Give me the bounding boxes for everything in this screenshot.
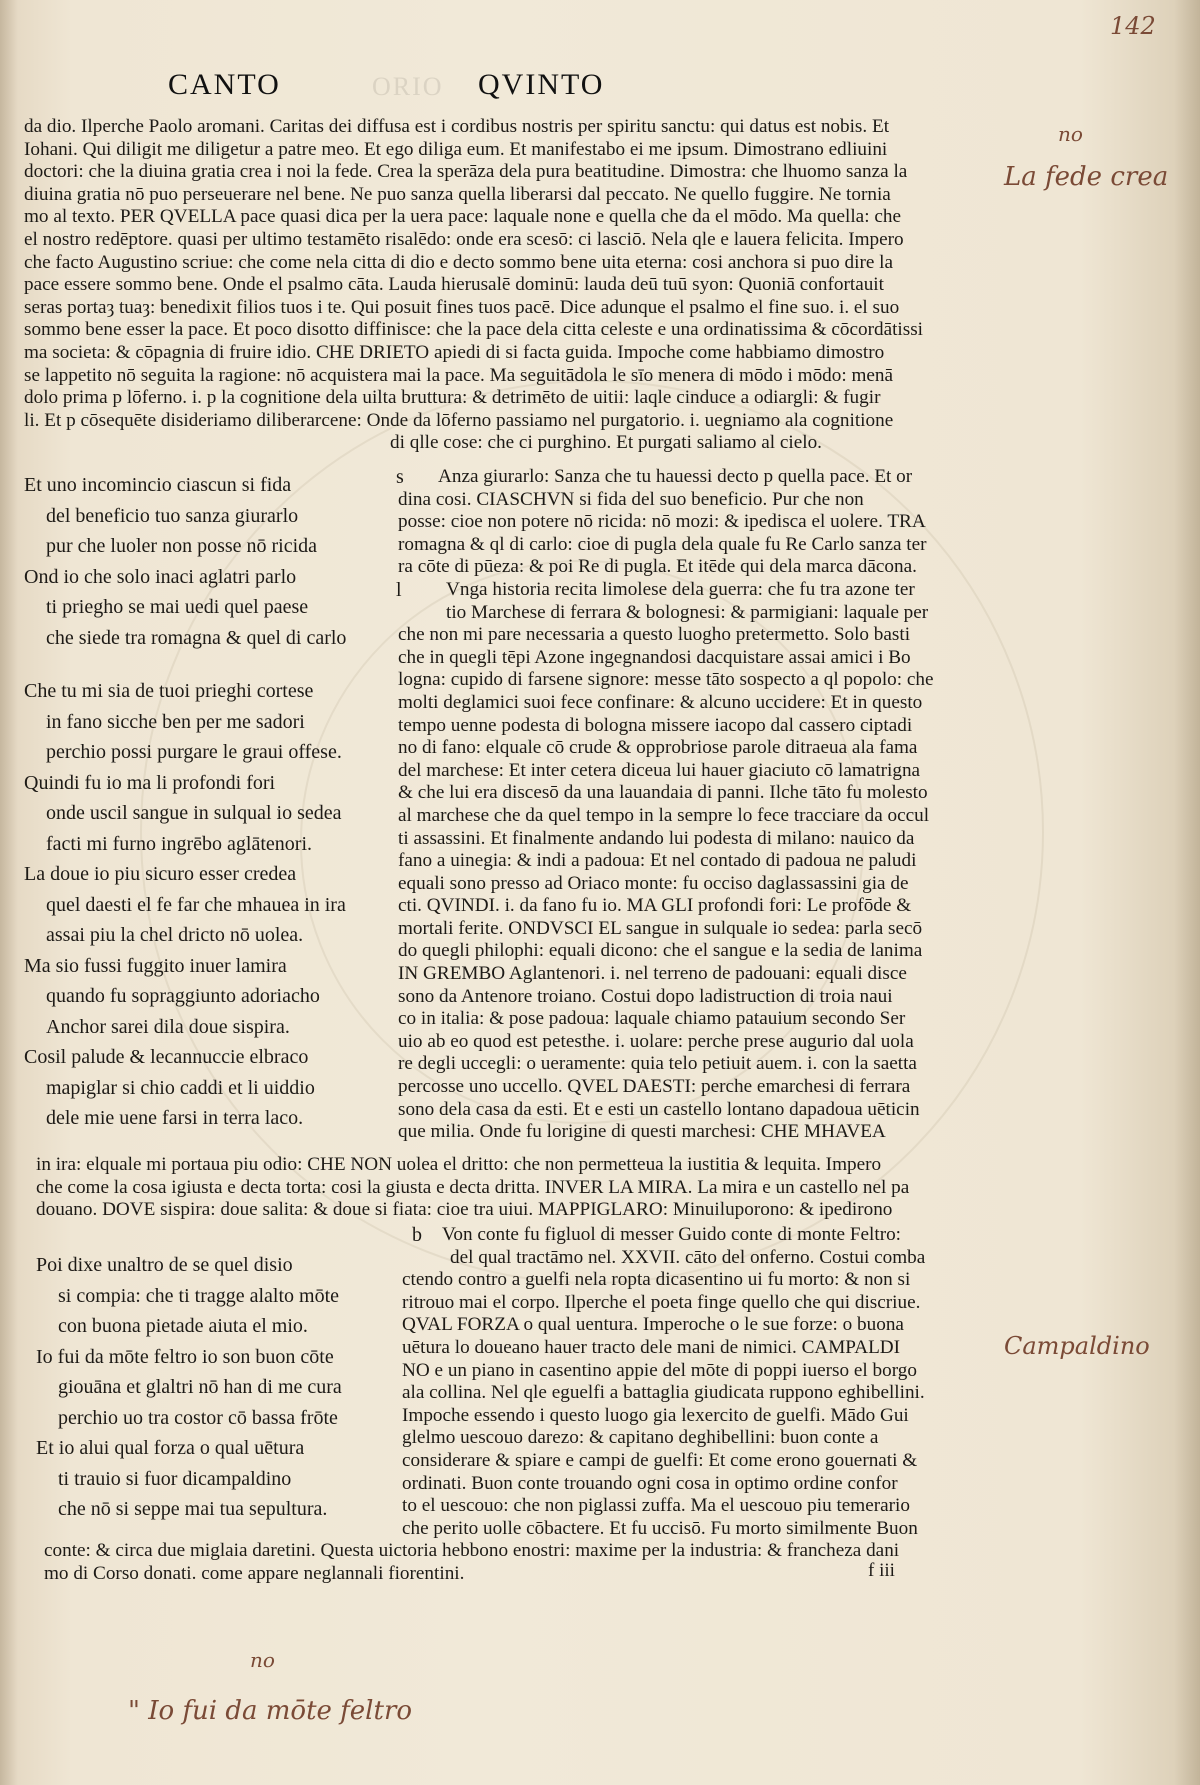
running-head-quinto: QVINTO bbox=[478, 68, 605, 101]
verse-line: con buona pietade aiuta el mio. bbox=[58, 1315, 308, 1337]
marginal-note-no: no bbox=[250, 1648, 275, 1672]
commentary-line: mo al texto. PER QVELLA pace quasi dica per la uera pace: laquale none e quella che da el mōdo. Ma quella: che bbox=[24, 206, 901, 228]
commentary-line: dolo prima p lōferno. i. p la cognitione dela uilta bruttura: & detrimēto de uitii: laqle cinduce a odiargli: & fugir bbox=[24, 387, 881, 409]
verse-line: La doue io piu sicuro esser credea bbox=[24, 863, 297, 885]
commentary-top bbox=[24, 116, 1000, 455]
commentary-line: co in italia: & pose padoua: laquale chiamo patauium secondo Ser bbox=[398, 1008, 906, 1030]
commentary-line: sommo bene esser la pace. Et poco disotto diffinisce: che la pace dela citta celeste e una ordinatissima & cōcordātissi bbox=[24, 319, 924, 341]
marginal-note: Campaldino bbox=[1004, 1332, 1150, 1360]
verse-line: quel daesti el fe far che mhauea in ira bbox=[46, 893, 346, 916]
verse-line: pur che luoler non posse nō ricida bbox=[46, 535, 318, 557]
commentary-line: tempo uenne podesta di bologna missere iacopo dal cassero ciptadi bbox=[398, 714, 913, 736]
verse-line: Et uno incomincio ciascun si fida bbox=[24, 474, 292, 496]
commentary-line: uētura lo doueano hauer tracto dele mani de nimici. CAMPALDI bbox=[402, 1336, 901, 1358]
verse-line: perchio uo tra costor cō bassa frōte bbox=[58, 1406, 338, 1429]
commentary-line: che come la cosa igiusta e decta torta: cosi la giusta e decta dritta. INVER LA MIRA. La mira e un castello nel pa bbox=[36, 1176, 910, 1198]
commentary-line: to el uescouo: che non piglassi zuffa. Ma el uescouo piu temerario bbox=[402, 1495, 910, 1517]
commentary-line: NO e un piano in casentino appie del mōte di poppi iuerso el borgo bbox=[402, 1359, 917, 1381]
verse-line: giouāna et glaltri nō han di me cura bbox=[58, 1376, 342, 1398]
commentary-line: di qlle cose: che ci purghino. Et purgati saliamo al cielo. bbox=[390, 432, 822, 454]
folio-number: 142 bbox=[1110, 12, 1156, 40]
verse-block-3 bbox=[36, 1250, 396, 1525]
commentary-line: QVAL FORZA o qual uentura. Imperoche o le sue forze: o buona bbox=[402, 1314, 904, 1336]
commentary-line: cti. QVINDI. i. da fano fu io. MA GLI profondi fori: Le profōde & bbox=[398, 895, 912, 917]
commentary-line: che perito uolle cōbactere. Et fu uccisō. Fu morto similmente Buon bbox=[402, 1517, 918, 1539]
commentary-line: logna: cupido di farsene signore: messe tāto sospecto a ql popolo: che bbox=[398, 669, 934, 691]
page-edge-shadow bbox=[1174, 0, 1200, 1785]
verse-block-1 bbox=[24, 470, 394, 653]
commentary-line: molti deglamici suoi fece confinare: & alcuno uccidere: Et in questo bbox=[398, 691, 923, 713]
commentary-line: li. Et p cōsequēte disideriamo diliberarcene: Onde da lōferno passiamo nel purgatorio. i. uegniamo ala cognitione bbox=[24, 409, 894, 431]
commentary-line: Impoche essendo i questo luogo gia lexercito de guelfi. Mādo Gui bbox=[402, 1404, 909, 1426]
verse-line: Ma sio fussi fuggito inuer lamira bbox=[24, 954, 287, 977]
marginal-note: " Io fui da mōte feltro bbox=[128, 1696, 413, 1726]
verse-line: in fano sicche ben per me sadori bbox=[46, 710, 305, 733]
commentary-line: mo di Corso donati. come appare neglannali fiorentini. bbox=[44, 1562, 465, 1584]
commentary-line: do quegli philophi: equali dicono: che el sangue e la sedia de lanima bbox=[398, 940, 923, 962]
verse-line: dele mie uene farsi in terra laco. bbox=[46, 1107, 304, 1129]
paragraph-mark: s bbox=[396, 466, 404, 488]
commentary-line: mortali ferite. ONDVSCI EL sangue in sulquale io sedea: parla secō bbox=[398, 917, 923, 939]
commentary-line: al marchese che da quel tempo in la sempre lo fece tracciare da occul bbox=[398, 804, 930, 826]
commentary-line: ti assassini. Et finalmente andando lui podesta di milano: nauico da bbox=[398, 827, 915, 849]
commentary-right-column bbox=[398, 466, 998, 1144]
commentary-line: ritrouo mai el corpo. Ilperche el poeta finge quello che qui discriue. bbox=[402, 1291, 921, 1313]
verse-block-2 bbox=[24, 676, 394, 1134]
commentary-line: equali sono presso ad Oriaco monte: fu occiso daglassassini gia de bbox=[398, 872, 909, 894]
verse-line: facti mi furno ingrēbo aglātenori. bbox=[46, 832, 313, 855]
commentary-line: no di fano: elquale cō crude & opprobriose parole ditraeua ala fama bbox=[398, 737, 918, 759]
commentary-line: ordinati. Buon conte trouando ogni cosa in optimo ordine confor bbox=[402, 1472, 898, 1494]
marginal-note-no: no bbox=[1058, 122, 1083, 146]
verse-line: Et io alui qual forza o qual uētura bbox=[36, 1437, 305, 1459]
commentary-line: conte: & circa due miglaia daretini. Questa uictoria hebbono enostri: maxime per la industria: & francheza dani bbox=[44, 1540, 900, 1561]
verse-line: Cosil palude & lecannuccie elbraco bbox=[24, 1046, 309, 1068]
commentary-line: IN GREMBO Aglantenori. i. nel terreno de padouani: equali disce bbox=[398, 963, 907, 985]
commentary-line: re degli uccegli: o ueramente: quia telo petiuit auem. i. con la saetta bbox=[398, 1053, 917, 1075]
commentary-line: ctendo contro a guelfi nela ropta dicasentino ui fu morto: & non si bbox=[402, 1269, 911, 1291]
commentary-line: se lappetito nō seguita la ragione: nō acquistera mai la pace. Ma seguitādola le sīo menera di mōdo i mōdo: menā bbox=[24, 364, 894, 386]
commentary-line: ra cōte di pūeza: & poi Re di pugla. Et itēde qui dela marca dācona. bbox=[398, 556, 917, 578]
running-head-canto: CANTO bbox=[168, 68, 281, 101]
commentary-line: doctori: che la diuina gratia crea i noi la fede. Crea la sperāza dela pura beatitudine. Dimostra: che lhuomo sanza la bbox=[24, 161, 908, 183]
page-gutter-shadow bbox=[0, 0, 18, 1785]
commentary-line: glelmo uescouo darezo: & capitano deghibellini: buon conte a bbox=[402, 1427, 879, 1449]
commentary-line: tio Marchese di ferrara & bolognesi: & parmigiani: laquale per bbox=[446, 601, 929, 623]
verse-line: ti trauio si fuor dicampaldino bbox=[58, 1467, 292, 1490]
verse-line: si compia: che ti tragge alalto mōte bbox=[58, 1284, 340, 1307]
commentary-line: ala collina. Nel qle eguelfi a battaglia giudicata ruppono eghibellini. bbox=[402, 1382, 925, 1404]
commentary-line: & che lui era discesō da una lauandaia di panni. Ilche tāto fu molesto bbox=[398, 782, 928, 804]
commentary-line: Anza giurarlo: Sanza che tu hauessi decto p quella pace. Et or bbox=[438, 466, 913, 487]
verse-line: ti priegho se mai uedi quel paese bbox=[46, 596, 309, 618]
verse-line: assai piu la chel dricto nō uolea. bbox=[46, 924, 304, 946]
commentary-line: Vnga historia recita limolese dela guerra: che fu tra azone ter bbox=[446, 578, 915, 600]
marginal-note: La fede crea bbox=[1004, 162, 1169, 192]
commentary-line: douano. DOVE sispira: doue salita: & doue si fiata: cioe tra uiui. MAPPIGLARO: Minuiluporono: & ipedirono bbox=[36, 1199, 893, 1221]
paragraph-mark: b bbox=[412, 1224, 422, 1246]
verse-line: perchio possi purgare le graui offese. bbox=[46, 741, 342, 763]
verse-line: Poi dixe unaltro de se quel disio bbox=[36, 1254, 293, 1276]
commentary-line: Von conte fu figluol di messer Guido conte di monte Feltro: bbox=[442, 1224, 902, 1245]
commentary-mid bbox=[36, 1154, 1000, 1222]
verse-line: mapiglar si chio caddi et li uiddio bbox=[46, 1076, 315, 1099]
commentary-line: diuina gratia nō puo perseuerare nel bene. Ne puo sanza quella liberarsi dal peccato. Ne quello fuggire. Ne tornia bbox=[24, 183, 891, 205]
commentary-bottom bbox=[44, 1540, 1000, 1585]
verse-line: Io fui da mōte feltro io son buon cōte bbox=[36, 1345, 334, 1368]
commentary-line: che non mi pare necessaria a questo luogho pretermetto. Solo basti bbox=[398, 624, 911, 646]
commentary-line: dina cosi. CIASCHVN si fida del suo beneficio. Pur che non bbox=[398, 488, 864, 510]
commentary-line: considerare & spiare e campi de guelfi: Et come erono gouernati & bbox=[402, 1449, 918, 1471]
verse-line: onde uscil sangue in sulqual io sedea bbox=[46, 802, 342, 824]
commentary-line: posse: cioe non potere nō ricida: nō mozi: & ipedisca el uolere. TRA bbox=[398, 511, 926, 533]
verse-line: quando fu sopraggiunto adoriacho bbox=[46, 985, 320, 1007]
commentary-line: in ira: elquale mi portaua piu odio: CHE NON uolea el dritto: che non permetteua la iustitia & lequita. Impero bbox=[36, 1154, 882, 1175]
verse-line: che nō si seppe mai tua sepultura. bbox=[58, 1498, 328, 1520]
commentary-line: Iohani. Qui diligit me diligetur a patre meo. Et ego diliga eum. Et manifestabo ei me ipsum. Dimostrano edliuini bbox=[24, 138, 888, 160]
commentary-line: sono da Antenore troiano. Costui dopo ladistruction di troia naui bbox=[398, 985, 893, 1007]
verse-line: Ond io che solo inaci aglatri parlo bbox=[24, 565, 297, 588]
commentary-line: seras portaȝ tuaȝ: benedixit filios tuos i te. Qui posuit fines tuos pacē. Dice adunque el psalmo el fine suo. i. el suo bbox=[24, 296, 900, 318]
commentary-line: del marchese: Et inter cetera diceua lui hauer giaciuto cō lamatrigna bbox=[398, 759, 921, 781]
commentary-line: che in quegli tēpi Azone ingegnandosi dacquistare assai amici i Bo bbox=[398, 646, 911, 668]
verse-line: del beneficio tuo sanza giurarlo bbox=[46, 504, 299, 527]
verse-line: Quindi fu io ma li profondi fori bbox=[24, 771, 276, 794]
commentary-line: che facto Augustino scriue: che come nela citta di dio e decto sommo bene uita eterna: cosi anchora si puo dire la bbox=[24, 251, 893, 273]
commentary-line: pace essere sommo bene. Onde el psalmo cāta. Lauda hierusalē dominū: lauda deū tuū syon: Quoniā confortauit bbox=[24, 274, 884, 296]
commentary-right-column-2 bbox=[402, 1224, 1000, 1540]
commentary-line: el nostro redēptore. quasi per ultimo testamēto risalēdo: onde era scesō: ci lasciō. Nela qle e lauera felicita. Impero bbox=[24, 228, 904, 250]
commentary-line: sono dela casa da esti. Et e esti un castello lontano dapadoua uēticin bbox=[398, 1098, 920, 1120]
commentary-line: percosse uno uccello. QVEL DAESTI: perche emarchesi di ferrara bbox=[398, 1076, 911, 1098]
signature-mark: f iii bbox=[868, 1560, 895, 1581]
verse-line: Che tu mi sia de tuoi prieghi cortese bbox=[24, 680, 314, 702]
commentary-line: uio ab eo quod est petesthe. i. uolare: perche prese augurio dal uola bbox=[398, 1030, 914, 1052]
commentary-line: del qual tractāmo nel. XXVII. cāto del onferno. Costui comba bbox=[450, 1246, 926, 1268]
commentary-line: ma societa: & cōpagnia di fruire idio. CHE DRIETO apiedi di si facta guida. Impoche come habbiamo dimostro bbox=[24, 341, 885, 363]
verse-line: Anchor sarei dila doue sispira. bbox=[46, 1015, 290, 1038]
commentary-line: fano a uinegia: & indi a padoua: Et nel contado di padoua ne paludi bbox=[398, 850, 917, 872]
show-through-text: ORIO bbox=[372, 72, 444, 101]
commentary-line: que milia. Onde fu lorigine di questi marchesi: CHE MHAVEA bbox=[398, 1121, 886, 1143]
paragraph-mark: l bbox=[396, 579, 402, 601]
commentary-line: da dio. Ilperche Paolo aromani. Caritas dei diffusa est i cordibus nostris per spiritu sanctu: qui datus est nobis. Et bbox=[24, 116, 890, 137]
verse-line: che siede tra romagna & quel di carlo bbox=[46, 626, 347, 649]
commentary-line: romagna & ql di carlo: cioe di pugla dela quale fu Re Carlo sanza ter bbox=[398, 533, 927, 555]
